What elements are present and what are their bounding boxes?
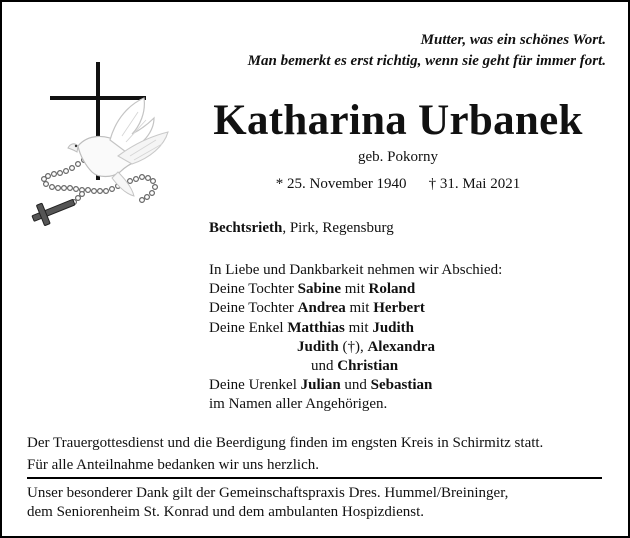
mourner-name: Julian bbox=[300, 377, 341, 394]
mourner-partner: Roland bbox=[368, 281, 416, 298]
quote-line-1: Mutter, was ein schönes Wort. bbox=[420, 32, 606, 48]
funeral-line-2: Für alle Anteilnahme bedanken wir uns herzlich. bbox=[27, 457, 319, 473]
funeral-line-1: Der Trauergottesdienst und die Beerdigung finden im engsten Kreis in Schirmitz statt. bbox=[27, 435, 544, 451]
thanks-line-1: Unser besonderer Dank gilt der Gemeinschaftspraxis Dres. Hummel/Breininger, bbox=[27, 485, 509, 501]
mourner-connector: mit bbox=[344, 319, 373, 336]
mourner-partner: Herbert bbox=[373, 300, 425, 317]
mourner-connector: mit bbox=[341, 281, 369, 298]
mourner-relation: Deine Tochter bbox=[209, 281, 298, 298]
birth-date: * 25. November 1940 bbox=[275, 176, 407, 192]
mourners-intro: In Liebe und Dankbarkeit nehmen wir Abschied: bbox=[209, 262, 503, 278]
mourner-relation: Deine Tochter bbox=[209, 300, 298, 317]
mourner-partner: Judith bbox=[372, 319, 415, 336]
deceased-name: Katharina Urbanek bbox=[213, 97, 583, 144]
death-date: † 31. Mai 2021 bbox=[428, 176, 521, 192]
epigraph-quote bbox=[248, 30, 606, 72]
mourner-partner: Sebastian bbox=[370, 377, 433, 394]
quote-line-2: Man bemerkt es erst richtig, wenn sie geht für immer fort. bbox=[247, 53, 606, 69]
mourner-connector: mit bbox=[345, 300, 374, 317]
mourner-connector: und bbox=[340, 377, 371, 394]
mourner-name: Matthias bbox=[287, 319, 345, 336]
place-main: Bechtsrieth bbox=[209, 220, 283, 236]
special-thanks bbox=[27, 484, 508, 522]
thanks-line-2: dem Seniorenheim St. Konrad und dem ambulanten Hospizdienst. bbox=[27, 504, 425, 520]
life-dates bbox=[208, 174, 588, 194]
mourner-line bbox=[209, 376, 502, 395]
place-rest: , Pirk, Regensburg bbox=[282, 220, 394, 236]
mourner-name: Andrea bbox=[297, 300, 346, 317]
funeral-info bbox=[27, 432, 543, 476]
mourners-list bbox=[209, 261, 502, 415]
mourner-line bbox=[209, 357, 502, 376]
mourner-line bbox=[209, 338, 502, 357]
mourner-relation: Deine Urenkel bbox=[209, 377, 301, 394]
mourners-closing: im Namen aller Angehörigen. bbox=[209, 396, 388, 413]
mourner-name: Sabine bbox=[297, 281, 341, 298]
mourner-connector: (†), bbox=[338, 338, 368, 355]
mourner-line bbox=[209, 280, 502, 299]
places-line bbox=[209, 218, 394, 238]
mourner-connector: und bbox=[311, 358, 338, 375]
mourner-line bbox=[209, 319, 502, 338]
mourner-partner: Alexandra bbox=[367, 338, 435, 355]
divider-line bbox=[27, 477, 602, 479]
mourner-name: Judith bbox=[297, 338, 339, 355]
cross-dove-rosary-icon bbox=[22, 60, 182, 228]
mourner-partner: Christian bbox=[337, 358, 399, 375]
mourner-relation: Deine Enkel bbox=[209, 319, 288, 336]
mourner-line bbox=[209, 299, 502, 318]
maiden-name: geb. Pokorny bbox=[358, 149, 438, 165]
